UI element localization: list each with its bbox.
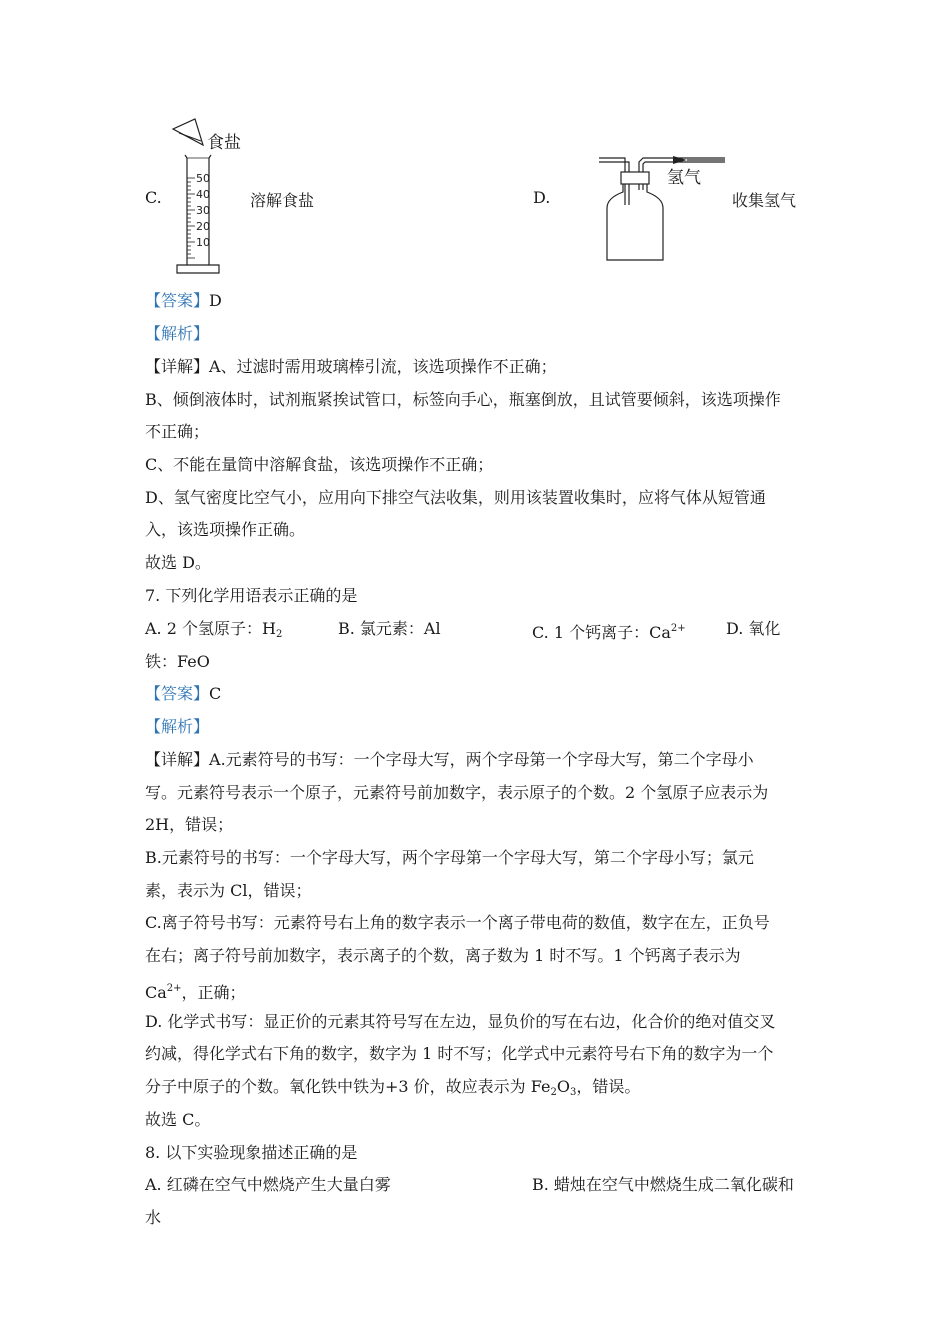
q7-detail-11	[145, 1075, 640, 1099]
tick-label: 50	[196, 172, 210, 185]
answer-value: C	[209, 684, 222, 703]
q7-option-c	[532, 617, 686, 645]
q7-detail-8	[145, 977, 246, 1001]
answer-value: D	[209, 291, 222, 310]
q6-detail-4: C、不能在量筒中溶解食盐，该选项操作不正确；	[145, 455, 494, 474]
option-c-letter: C.	[145, 188, 162, 207]
q8-option-a: A. 红磷在空气中燃烧产生大量白雾	[145, 1175, 391, 1194]
q6-detail-1	[145, 355, 557, 379]
option-d-letter: D.	[533, 188, 551, 207]
text-line: ，错误。	[576, 1077, 641, 1096]
q7-detail-2: 写。元素符号表示一个原子，元素符号前加数字，表示原子的个数。2 个氢原子应表示为	[145, 783, 769, 802]
tick-label: 20	[196, 220, 210, 233]
option-d-text: 收集氢气	[732, 191, 797, 210]
q6-answer	[145, 289, 222, 313]
cylinder-ticks	[187, 178, 195, 258]
subscript: 3	[569, 1087, 577, 1098]
detail-tag: 【详解】	[145, 357, 210, 376]
q6-conclusion: 故选 D。	[145, 553, 211, 572]
hydrogen-label: 氢气	[667, 168, 701, 188]
q6-detail-2: B、倾倒液体时，试剂瓶紧挨试管口，标签向手心，瓶塞倒放，且试管要倾斜，该选项操作	[145, 390, 781, 409]
superscript: 2+	[166, 983, 182, 994]
q6-detail-6: 入，该选项操作正确。	[145, 520, 306, 539]
q8-option-b: B. 蜡烛在空气中燃烧生成二氧化碳和	[532, 1175, 794, 1194]
paper-icon	[173, 119, 203, 145]
text-line: ，正确；	[181, 983, 246, 1002]
q8-stem: 8. 以下实验现象描述正确的是	[145, 1143, 358, 1162]
q7-conclusion: 故选 C。	[145, 1110, 211, 1129]
detail-tag: 【详解】	[145, 750, 210, 769]
text-line: A、过滤时需用玻璃棒引流，该选项操作不正确；	[209, 357, 557, 376]
q7-stem: 7. 下列化学用语表示正确的是	[145, 586, 358, 605]
option-c-text: 溶解食盐	[250, 191, 315, 210]
analysis-tag: 【解析】	[145, 717, 210, 736]
analysis-tag: 【解析】	[145, 324, 210, 343]
q7-option-a	[145, 617, 282, 647]
q7-option-b: B. 氯元素：Al	[338, 619, 441, 638]
q7-answer	[145, 682, 221, 706]
q7-detail-3: 2H，错误；	[145, 815, 234, 834]
option-text: C. 1 个钙离子：Ca	[532, 623, 671, 642]
q7-detail-4: B.元素符号的书写：一个字母大写，两个字母第一个字母大写，第二个字母小写；氯元	[145, 848, 754, 867]
q7-option-d-cont: 铁：FeO	[145, 652, 210, 671]
q6-detail-5: D、氢气密度比空气小，应用向下排空气法收集，则用该装置收集时，应将气体从短管通	[145, 488, 766, 507]
superscript: 2+	[670, 623, 686, 634]
q7-detail-5: 素，表示为 Cl，错误；	[145, 881, 312, 900]
q7-analysis-tag	[145, 715, 209, 739]
subscript: 2	[550, 1087, 557, 1098]
q7-option-d: D. 氧化	[726, 619, 781, 638]
tick-label: 30	[196, 204, 210, 217]
text-line: 分子中原子的个数。氧化铁中铁为+3 价，故应表示为 Fe	[145, 1077, 551, 1096]
q8-option-b-cont: 水	[145, 1208, 162, 1227]
salt-label: 食盐	[207, 133, 241, 153]
formula: Ca	[145, 983, 167, 1002]
answer-tag: 【答案】	[145, 291, 210, 310]
tick-label: 40	[196, 188, 210, 201]
q7-detail-9: D. 化学式书写：显正价的元素其符号写在左边，显负价的写在右边，化合价的绝对值交叉	[145, 1012, 776, 1031]
q7-detail-1	[145, 748, 754, 772]
formula: O	[556, 1077, 570, 1096]
q6-detail-3: 不正确；	[145, 422, 210, 441]
tick-label: 10	[196, 236, 210, 249]
subscript: 2	[275, 629, 283, 640]
gas-bottle-figure	[595, 150, 735, 265]
q6-analysis-tag	[145, 322, 209, 346]
answer-tag: 【答案】	[145, 684, 210, 703]
q7-detail-7: 在右；离子符号前加数字，表示离子的个数，离子数为 1 时不写。1 个钙离子表示为	[145, 946, 741, 965]
text-line: A.元素符号的书写：一个字母大写，两个字母第一个字母大写，第二个字母小	[209, 750, 754, 769]
option-text: A. 2 个氢原子：H	[145, 619, 276, 638]
q7-detail-10: 约减，得化学式右下角的数字，数字为 1 时不写；化学式中元素符号右下角的数字为一个	[145, 1044, 774, 1063]
q7-detail-6: C.离子符号书写：元素符号右上角的数字表示一个离子带电荷的数值，数字在左，正负号	[145, 913, 770, 932]
